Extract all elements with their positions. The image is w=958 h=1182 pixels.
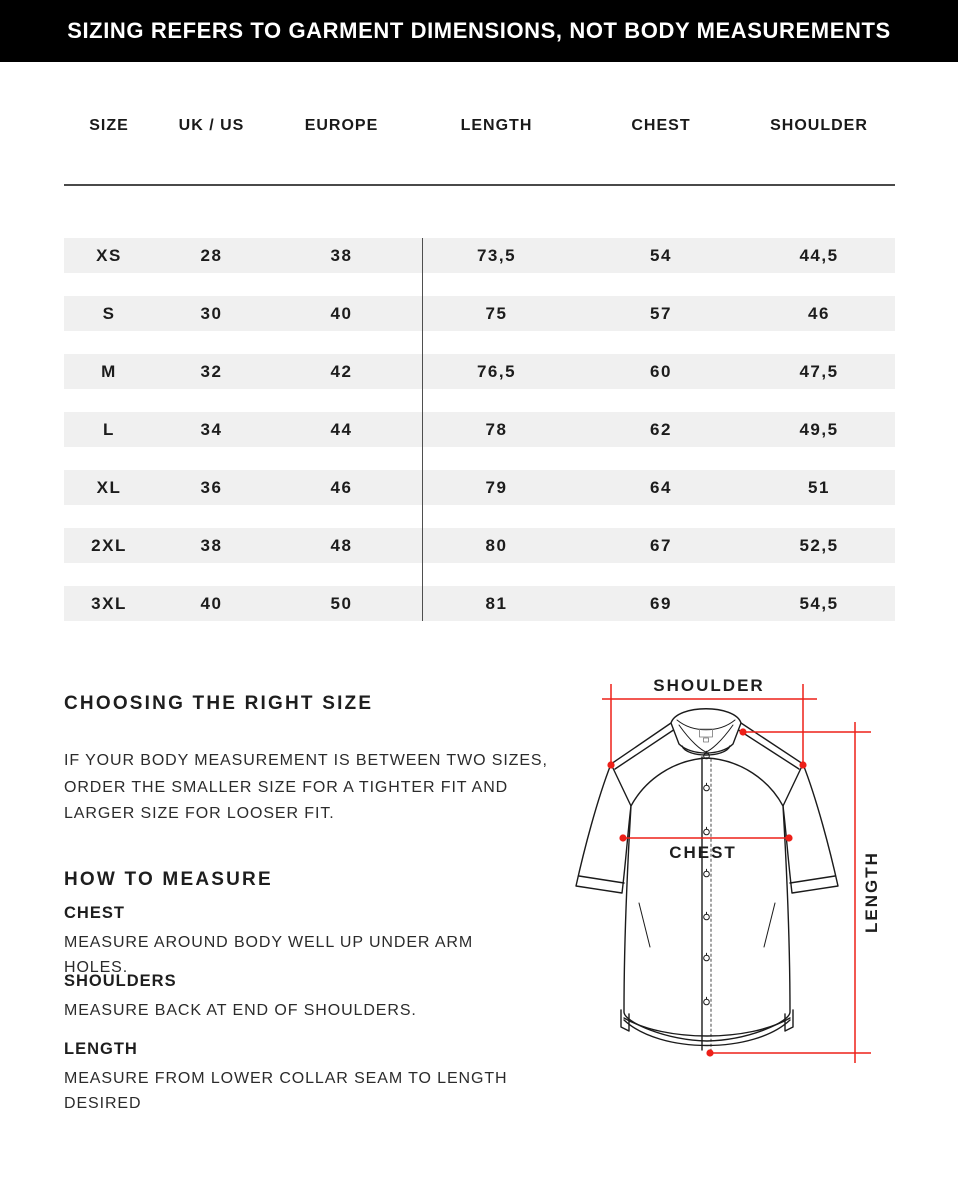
table-column-divider — [422, 238, 423, 621]
cell-chest: 54 — [650, 245, 672, 265]
table-row-xl — [64, 470, 895, 505]
cell-chest: 69 — [650, 593, 672, 613]
shirt-outline-icon — [576, 709, 838, 1051]
cell-europe: 38 — [330, 245, 353, 265]
cell-size: XL — [96, 477, 122, 497]
diagram-length-label: LENGTH — [862, 851, 881, 933]
measure-shoulders-text: MEASURE BACK AT END OF SHOULDERS. — [64, 1002, 417, 1019]
cell-size: 3XL — [91, 593, 127, 613]
cell-size: S — [102, 303, 116, 323]
column-header-size: SIZE — [89, 117, 129, 134]
column-header-length: LENGTH — [460, 117, 533, 134]
column-header-uk-us: UK / US — [178, 117, 245, 134]
cell-europe: 50 — [330, 593, 353, 613]
cell-shoulder: 49,5 — [799, 419, 839, 439]
cell-length: 75 — [485, 303, 508, 323]
table-row-2xl — [64, 528, 895, 563]
cell-shoulder: 47,5 — [799, 361, 839, 381]
cell-chest: 64 — [650, 477, 672, 497]
cell-length: 73,5 — [476, 245, 517, 265]
table-header-rule — [64, 184, 895, 186]
choosing-size-heading: CHOOSING THE RIGHT SIZE — [64, 693, 374, 714]
measure-length-text: MEASURE FROM LOWER COLLAR SEAM TO LENGTH DESIRED — [64, 1070, 508, 1112]
cell-shoulder: 44,5 — [799, 245, 839, 265]
cell-chest: 60 — [650, 361, 672, 381]
cell-size: L — [103, 419, 115, 439]
cell-uk-us: 28 — [200, 245, 223, 265]
shirt-measurement-diagram — [555, 660, 895, 1080]
size-table-header — [64, 112, 895, 140]
table-row-l — [64, 412, 895, 447]
size-table-body — [64, 238, 895, 644]
notice-banner — [0, 0, 958, 62]
cell-chest: 57 — [650, 303, 672, 323]
cell-uk-us: 36 — [200, 477, 223, 497]
column-header-shoulder: SHOULDER — [770, 117, 868, 134]
cell-length: 81 — [485, 593, 508, 613]
cell-length: 79 — [485, 477, 508, 497]
cell-shoulder: 46 — [808, 303, 830, 323]
diagram-shoulder-label: SHOULDER — [653, 676, 765, 695]
cell-shoulder: 51 — [808, 477, 830, 497]
cell-europe: 48 — [330, 535, 353, 555]
measure-chest-text: MEASURE AROUND BODY WELL UP UNDER ARM HOLES. — [64, 934, 474, 976]
cell-shoulder: 54,5 — [799, 593, 839, 613]
cell-size: 2XL — [91, 535, 127, 555]
cell-size: XS — [96, 245, 122, 265]
measure-length-label: LENGTH — [64, 1040, 138, 1058]
cell-uk-us: 38 — [200, 535, 223, 555]
cell-uk-us: 34 — [200, 419, 223, 439]
diagram-chest-label: CHEST — [669, 843, 737, 862]
notice-banner-text: SIZING REFERS TO GARMENT DIMENSIONS, NOT BODY MEASUREMENTS — [67, 18, 891, 43]
cell-europe: 42 — [330, 361, 353, 381]
table-row-3xl — [64, 586, 895, 621]
cell-size: M — [101, 361, 117, 381]
cell-length: 76,5 — [476, 361, 517, 381]
measure-shoulders-label: SHOULDERS — [64, 972, 177, 990]
cell-uk-us: 40 — [200, 593, 223, 613]
column-header-chest: CHEST — [631, 117, 691, 134]
cell-chest: 62 — [650, 419, 672, 439]
cell-length: 78 — [485, 419, 508, 439]
how-to-measure-heading: HOW TO MEASURE — [64, 869, 273, 890]
cell-shoulder: 52,5 — [799, 535, 839, 555]
cell-europe: 44 — [330, 419, 353, 439]
cell-uk-us: 30 — [200, 303, 223, 323]
table-row-s — [64, 296, 895, 331]
measure-chest-label: CHEST — [64, 904, 125, 922]
cell-chest: 67 — [650, 535, 672, 555]
cell-uk-us: 32 — [200, 361, 223, 381]
cell-europe: 46 — [330, 477, 353, 497]
cell-europe: 40 — [330, 303, 353, 323]
cell-length: 80 — [485, 535, 508, 555]
table-row-xs — [64, 238, 895, 273]
column-header-europe: EUROPE — [304, 117, 379, 134]
table-row-m — [64, 354, 895, 389]
choosing-size-paragraph: IF YOUR BODY MEASUREMENT IS BETWEEN TWO SIZES, ORDER THE SMALLER SIZE FOR A TIGHTER FIT AND LARGER SIZE FOR LOOSER FIT. — [64, 752, 548, 822]
